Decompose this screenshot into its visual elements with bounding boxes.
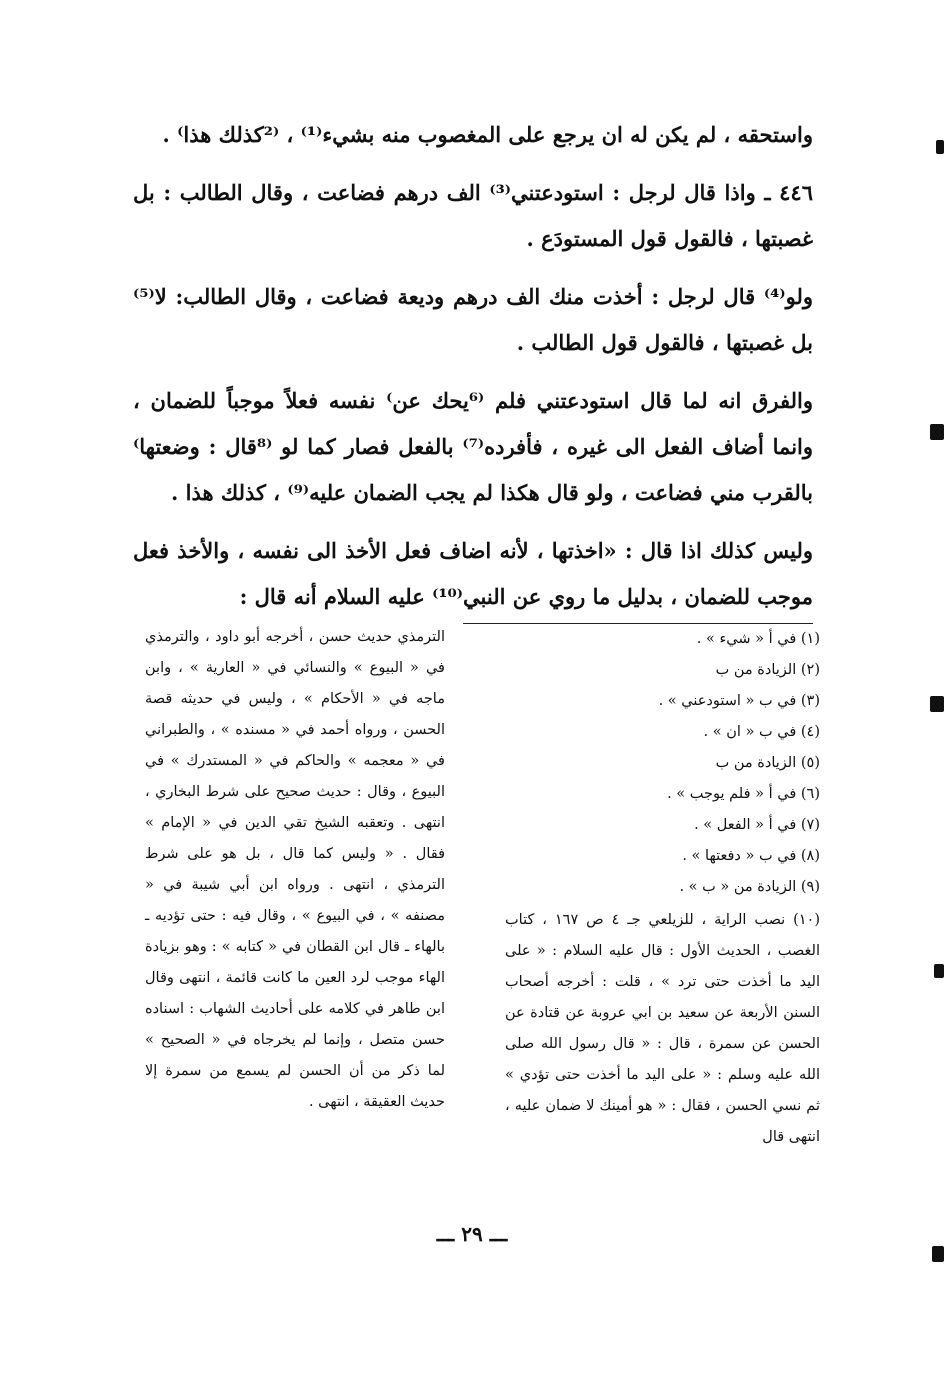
- scan-edge-mark: [936, 140, 944, 154]
- footnote-7: (٧) في أ « الفعل » .: [694, 817, 820, 833]
- footnotes-left-column: [145, 620, 445, 1118]
- footnote-8: (٨) في ب « دفعتها » .: [682, 848, 820, 864]
- paragraph-1: واستحقه ، لم يكن له ان يرجع على المغصوب منه بشيء⁽¹⁾ ، ⁽²كذلك هذا⁾ .: [162, 122, 813, 147]
- footnote-6: (٦) في أ « فلم يوجب » .: [667, 786, 820, 802]
- main-text: [133, 112, 813, 632]
- footnote-10-part-1: (١٠) نصب الراية ، للزيلعي جـ ٤ ص ١٦٧ ، كتاب الغصب ، الحديث الأول : قال عليه السلام : « على اليد ما أخذت حتى ترد » ، قلت : أخرجه أصحاب السنن الأربعة عن سعيد بن ابي عروبة عن قتادة عن الحسن عن سمرة ، قال : « قال رسول الله صلى الله عليه وسلم : « على اليد ما أخذت حتى تؤدي » ثم نسي الحسن ، فقال : « هو أمينك لا ضمان عليه ، انتهى قال: [505, 912, 820, 1145]
- paragraph-4: والفرق انه لما قال استودعتني فلم ⁽⁶يحك عن⁾ نفسه فعلاً موجباً للضمان ، وانما أضاف الفعل الى غيره ، فأفرده⁽⁷⁾ بالفعل فصار كما لو ⁽⁸قال : وضعتها⁾ بالقرب مني فضاعت ، ولو قال هكذا لم يجب الضمان عليه⁽⁹⁾ ، كذلك هذا .: [133, 388, 814, 505]
- footnote-1: (١) في أ « شيء » .: [696, 631, 820, 647]
- footnotes-right-column: [505, 624, 820, 1153]
- paragraph-5: وليس كذلك اذا قال : «اخذتها ، لأنه اضاف فعل الأخذ الى نفسه ، والأخذ فعل موجب للضمان ، بدليل ما روي عن النبي⁽¹⁰⁾ عليه السلام أنه قال :: [133, 538, 813, 609]
- footnote-9: (٩) الزيادة من « ب » .: [679, 879, 820, 895]
- scan-edge-mark: [934, 964, 944, 978]
- scan-edge-mark: [932, 1246, 944, 1262]
- scan-edge-mark: [930, 424, 944, 440]
- footnote-5: (٥) الزيادة من ب: [715, 755, 820, 771]
- footnote-3: (٣) في ب « استودعني » .: [658, 693, 820, 709]
- footnote-4: (٤) في ب « ان » .: [703, 724, 820, 740]
- page-number: ـــ ٢٩ ـــ: [436, 1222, 508, 1246]
- footnote-10-part-2: الترمذي حديث حسن ، أخرجه أبو داود ، والترمذي في « البيوع » والنسائي في « العارية » ، وابن ماجه في « الأحكام » ، وليس في حديثه قصة الحسن ، ورواه أحمد في « مسنده » ، والطبراني في « معجمه » والحاكم في « المستدرك » في البيوع ، وقال : حديث صحيح على شرط البخاري ، انتهى . وتعقبه الشيخ تقي الدين في « الإمام » فقال . « وليس كما قال ، بل هو على شرط الترمذي ، انتهى . ورواه ابن أبي شيبة في « مصنفه » ، في البيوع » ، وقال فيه : حتى تؤديه ـ بالهاء ـ قال ابن القطان في « كتابه » : وهو بزيادة الهاء موجب لرد العين ما كانت قائمة ، انتهى وقال ابن طاهر في كلامه على أحاديث الشهاب : اسناده حسن متصل ، وإنما لم يخرجاه في « الصحيح » لما ذكر من أن الحسن لم يسمع من سمرة إلا حديث العقيقة ، انتهى .: [145, 629, 445, 1110]
- footnote-2: (٢) الزيادة من ب: [715, 662, 820, 678]
- scan-edge-mark: [930, 696, 944, 712]
- paragraph-2: ٤٤٦ ـ واذا قال لرجل : استودعتني⁽³⁾ الف درهم فضاعت ، وقال الطالب : بل غصبتها ، فالقول قول المستودَع .: [133, 180, 813, 251]
- paragraph-3: ولو⁽⁴⁾ قال لرجل : أخذت منك الف درهم وديعة فضاعت ، وقال الطالب: لا⁽⁵⁾ بل غصبتها ، فالقول قول الطالب .: [133, 284, 813, 355]
